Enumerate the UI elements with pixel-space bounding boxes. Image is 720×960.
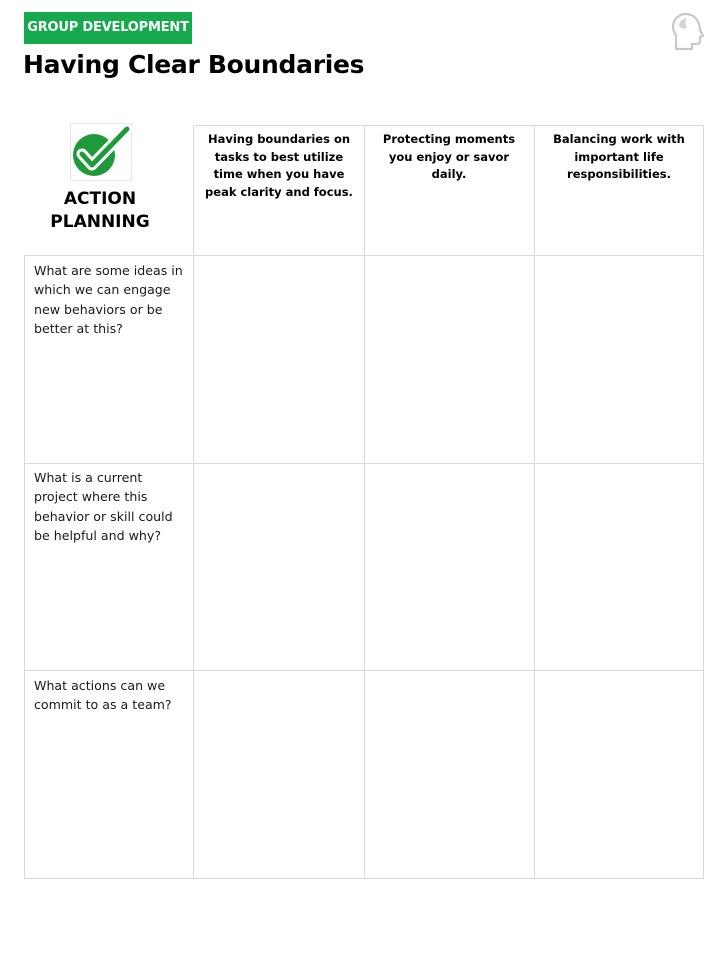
answer-cell-r3-c3[interactable]	[535, 671, 703, 878]
action-planning-line-1: ACTION	[63, 189, 137, 209]
answer-cell-r1-c2[interactable]	[365, 256, 534, 463]
column-header-peak-focus: Having boundaries on tasks to best utilize time when you have peak clarity and focus.	[205, 132, 353, 199]
answer-cell-r2-c3[interactable]	[535, 464, 703, 670]
action-planning-line-2: PLANNING	[50, 212, 150, 232]
action-planning-label	[24, 188, 176, 234]
page-title: Having Clear Boundaries	[23, 50, 365, 79]
row-question-current-project: What is a current project where this behavior or skill could be helpful and why?	[34, 470, 173, 543]
answer-cell-r3-c2[interactable]	[365, 671, 534, 878]
answer-cell-r1-c1[interactable]	[194, 256, 364, 463]
column-header-daily-moments: Protecting moments you enjoy or savor daily.	[382, 132, 516, 181]
column-header-life-balance: Balancing work with important life responsibilities.	[553, 132, 685, 181]
answer-cell-r1-c3[interactable]	[535, 256, 703, 463]
head-silhouette-icon	[670, 12, 706, 52]
row-question-team-commitments: What actions can we commit to as a team?	[34, 678, 172, 713]
answer-cell-r2-c1[interactable]	[194, 464, 364, 670]
row-question-new-behaviors: What are some ideas in which we can engage new behaviors or be better at this?	[34, 263, 183, 336]
answer-cell-r2-c2[interactable]	[365, 464, 534, 670]
answer-cell-r3-c1[interactable]	[194, 671, 364, 878]
section-badge: GROUP DEVELOPMENT	[24, 12, 192, 44]
green-checkmark-icon	[70, 123, 132, 181]
